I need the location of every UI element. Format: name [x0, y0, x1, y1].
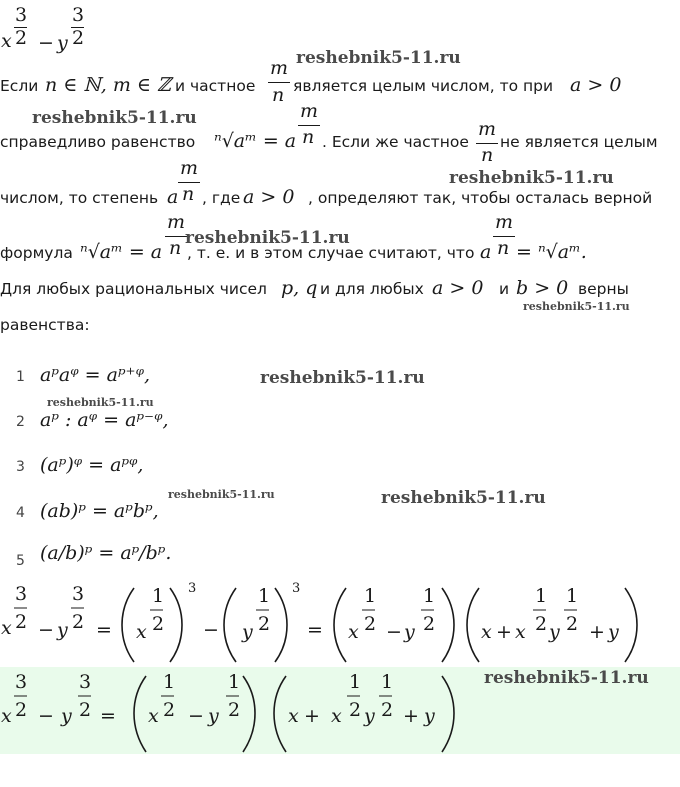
text: является целым числом, то при	[293, 77, 554, 95]
math-root-eq: ⁿ√aᵐ = a	[80, 241, 163, 263]
frac-m: m	[478, 118, 497, 140]
var-y: y	[57, 32, 68, 54]
svg-text:y: y	[549, 621, 560, 643]
svg-text:−: −	[38, 705, 54, 727]
exp-den: 2	[72, 27, 85, 49]
svg-text:3: 3	[79, 671, 92, 693]
svg-text:1: 1	[423, 585, 436, 607]
list-formula: aᵖ : aᵠ = aᵖ⁻ᵠ,	[40, 409, 169, 431]
svg-text:x: x	[331, 705, 342, 727]
svg-text:1: 1	[349, 671, 362, 693]
list-number: 2	[16, 414, 25, 430]
list-number: 5	[16, 553, 25, 569]
watermark: reshebnik5-11.ru	[523, 300, 630, 313]
svg-text:3: 3	[188, 581, 197, 596]
frac-m: m	[180, 157, 199, 179]
text: и для любых	[320, 280, 424, 298]
text: справедливо равенство	[0, 133, 196, 151]
svg-text:y: y	[364, 705, 375, 727]
var-a: a	[480, 241, 492, 263]
text: . Если же частное	[322, 133, 469, 151]
exp-den: 2	[15, 27, 28, 49]
svg-text:+: +	[403, 705, 419, 727]
svg-text:+: +	[304, 705, 320, 727]
svg-text:x: x	[1, 617, 12, 639]
frac-m: m	[300, 100, 319, 122]
svg-text:1: 1	[535, 585, 548, 607]
list-formula: (aᵖ)ᵠ = aᵖᵠ,	[40, 454, 144, 476]
svg-text:x: x	[148, 705, 159, 727]
svg-text:3: 3	[15, 671, 28, 693]
text: , определяют так, чтобы осталась верной	[308, 189, 653, 207]
list-number: 4	[16, 505, 25, 521]
svg-text:y: y	[57, 619, 68, 641]
frac-m: m	[270, 57, 289, 79]
text: , т. е. и в этом случае считают, что	[187, 244, 475, 262]
text: равенства:	[0, 316, 90, 334]
list-number: 3	[16, 459, 25, 475]
frac-n: n	[481, 144, 494, 166]
svg-text:=: =	[100, 705, 116, 727]
svg-text:y: y	[61, 705, 72, 727]
svg-text:1: 1	[228, 671, 241, 693]
svg-text:x: x	[481, 621, 492, 643]
math-p-q: p, q	[281, 277, 318, 299]
watermark: reshebnik5-11.ru	[381, 488, 546, 508]
svg-text:2: 2	[79, 699, 92, 721]
math-root-eq-end: = ⁿ√aᵐ.	[516, 241, 587, 263]
svg-text:+: +	[496, 621, 512, 643]
svg-text:x: x	[288, 705, 299, 727]
svg-text:2: 2	[535, 613, 548, 635]
exp-num: 3	[15, 4, 28, 26]
svg-text:y: y	[424, 705, 435, 727]
text: числом, то степень	[0, 189, 159, 207]
text: , где	[202, 189, 241, 207]
svg-text:−: −	[188, 705, 204, 727]
watermark: reshebnik5-11.ru	[185, 228, 350, 248]
frac-m: m	[495, 211, 514, 233]
text: не является целым	[500, 133, 658, 151]
svg-text:2: 2	[364, 613, 377, 635]
frac-m: m	[167, 211, 186, 233]
svg-text:2: 2	[423, 613, 436, 635]
svg-text:2: 2	[15, 611, 28, 633]
watermark: reshebnik5-11.ru	[449, 168, 614, 188]
svg-text:−: −	[386, 621, 402, 643]
text: верны	[578, 280, 629, 298]
svg-text:1: 1	[364, 585, 377, 607]
svg-text:1: 1	[381, 671, 394, 693]
text: Для любых рациональных чисел	[0, 280, 267, 298]
svg-text:y: y	[404, 621, 415, 643]
list-formula: (ab)ᵖ = aᵖbᵖ,	[40, 500, 159, 522]
svg-text:3: 3	[292, 581, 301, 596]
svg-text:y: y	[208, 705, 219, 727]
exp-num: 3	[72, 4, 85, 26]
text: и частное	[175, 77, 256, 95]
svg-text:y: y	[608, 621, 619, 643]
math-root-eq: ⁿ√aᵐ = a	[214, 130, 297, 152]
svg-text:2: 2	[15, 699, 28, 721]
text: формула	[0, 244, 73, 262]
math-b-gt-0: b > 0	[516, 277, 569, 299]
var-x: x	[1, 30, 12, 52]
frac-n: n	[497, 237, 510, 259]
minus-sign: −	[38, 32, 54, 54]
math-a-gt-0: a > 0	[432, 277, 484, 299]
math-n-m: n ∈ ℕ, m ∈ ℤ	[45, 74, 171, 96]
svg-text:1: 1	[566, 585, 579, 607]
svg-text:−: −	[38, 619, 54, 641]
math-a-gt-0: a > 0	[243, 186, 295, 208]
watermark: reshebnik5-11.ru	[32, 108, 197, 128]
svg-text:2: 2	[163, 699, 176, 721]
svg-text:−: −	[203, 619, 219, 641]
watermark: reshebnik5-11.ru	[484, 668, 649, 688]
svg-text:=: =	[307, 619, 323, 641]
frac-n: n	[272, 84, 285, 106]
svg-text:1: 1	[258, 585, 271, 607]
svg-text:1: 1	[152, 585, 165, 607]
equation-expansion	[0, 580, 680, 665]
frac-n: n	[302, 126, 315, 148]
svg-text:x: x	[348, 621, 359, 643]
var-a: a	[167, 186, 179, 208]
svg-text:2: 2	[152, 613, 165, 635]
svg-text:2: 2	[228, 699, 241, 721]
math-a-gt-0: a > 0	[570, 74, 622, 96]
frac-n: n	[169, 237, 182, 259]
svg-text:3: 3	[15, 583, 28, 605]
list-formula: (a/b)ᵖ = aᵖ/bᵖ.	[40, 542, 172, 564]
svg-text:2: 2	[381, 699, 394, 721]
svg-text:2: 2	[566, 613, 579, 635]
list-number: 1	[16, 369, 25, 385]
svg-text:2: 2	[258, 613, 271, 635]
svg-text:x: x	[1, 705, 12, 727]
watermark: reshebnik5-11.ru	[296, 48, 461, 68]
svg-text:=: =	[96, 619, 112, 641]
text: и	[499, 280, 510, 298]
svg-text:y: y	[242, 621, 253, 643]
watermark: reshebnik5-11.ru	[47, 396, 154, 409]
equation-expansion-svg	[0, 580, 680, 665]
svg-text:2: 2	[349, 699, 362, 721]
svg-text:+: +	[589, 621, 605, 643]
frac-n: n	[182, 183, 195, 205]
watermark: reshebnik5-11.ru	[260, 368, 425, 388]
svg-text:2: 2	[72, 611, 85, 633]
watermark: reshebnik5-11.ru	[168, 488, 275, 501]
svg-text:1: 1	[163, 671, 176, 693]
frac-bar	[268, 82, 290, 83]
svg-text:x: x	[136, 621, 147, 643]
svg-text:3: 3	[72, 583, 85, 605]
text: Если	[0, 77, 39, 95]
svg-text:x: x	[515, 621, 526, 643]
list-formula: aᵖaᵠ = aᵖ⁺ᵠ,	[40, 364, 151, 386]
